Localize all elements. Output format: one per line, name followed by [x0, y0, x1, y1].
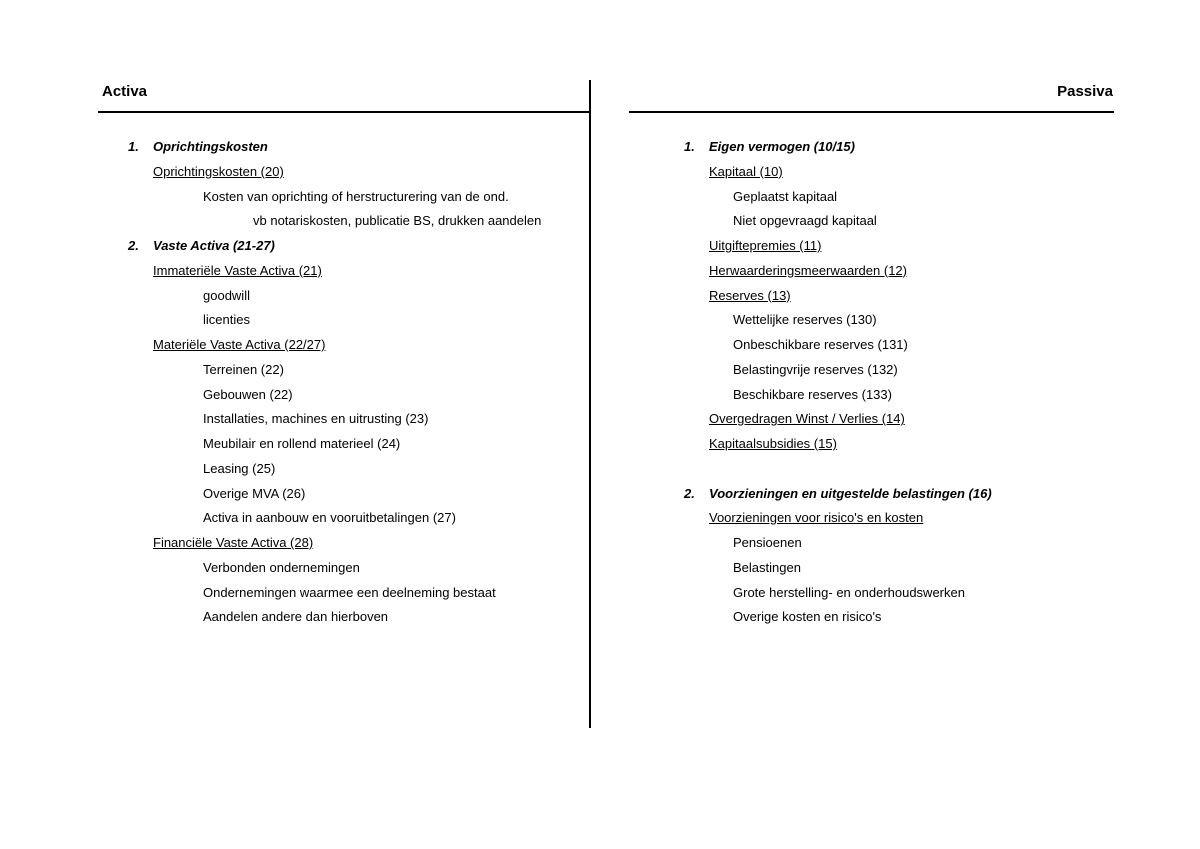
list-item: Grote herstelling- en onderhoudswerken [733, 584, 965, 600]
passiva-section-1 [684, 135, 1114, 160]
list-item: Belastingvrije reserves (132) [733, 361, 898, 377]
group-title: Immateriële Vaste Activa (21) [153, 262, 322, 278]
passiva-group-herwaardering [684, 259, 1114, 284]
list-item: Installaties, machines en uitrusting (23) [203, 411, 429, 427]
list-item: Terreinen (22) [203, 361, 284, 377]
passiva-section-2 [684, 482, 1114, 507]
passiva-column [684, 135, 1114, 630]
activa-column [128, 135, 588, 630]
list-item: goodwill [203, 287, 250, 303]
section-number: 1. [128, 139, 139, 154]
list-item: Gebouwen (22) [203, 386, 293, 402]
list-item: Overige kosten en risico's [733, 609, 882, 625]
activa-header-rule [98, 111, 590, 113]
section-number: 1. [684, 139, 695, 154]
list-item: Verbonden ondernemingen [203, 559, 360, 575]
section-title: Eigen vermogen (10/15) [709, 139, 855, 154]
list-item: Belastingen [733, 559, 801, 575]
list-item: Meubilair en rollend materieel (24) [203, 436, 401, 451]
activa-group-immateriele [128, 259, 588, 284]
spacer [684, 457, 1114, 482]
list-item: Activa in aanbouw en vooruitbetalingen (27) [203, 510, 456, 526]
activa-group-materiele [128, 333, 588, 358]
column-divider [589, 80, 591, 728]
passiva-group-reserves [684, 284, 1114, 309]
activa-group-oprichtingskosten [128, 160, 588, 185]
group-title: Oprichtingskosten (20) [153, 163, 284, 179]
group-title: Kapitaal (10) [709, 163, 783, 179]
activa-heading: Activa [102, 83, 148, 100]
section-title: Voorzieningen en uitgestelde belastingen (16) [709, 485, 992, 501]
passiva-group-kapitaalsubsidies [684, 432, 1114, 457]
group-title: Uitgiftepremies (11) [709, 238, 822, 253]
list-item: Leasing (25) [203, 460, 276, 476]
passiva-group-kapitaal [684, 160, 1114, 185]
passiva-group-uitgiftepremies [684, 234, 1114, 259]
section-number: 2. [128, 238, 139, 253]
list-item: licenties [203, 312, 250, 328]
section-title: Oprichtingskosten [153, 139, 268, 154]
activa-section-1 [128, 135, 588, 160]
list-item: Wettelijke reserves (130) [733, 312, 877, 328]
section-title: Vaste Activa (21-27) [153, 238, 275, 253]
activa-section-2 [128, 234, 588, 259]
list-item: Onbeschikbare reserves (131) [733, 337, 908, 352]
list-item: Pensioenen [733, 535, 802, 550]
activa-group-financiele [128, 531, 588, 556]
section-number: 2. [684, 485, 695, 501]
list-item: Kosten van oprichting of herstructurering van de ond. [203, 188, 509, 204]
passiva-header-rule [629, 111, 1114, 113]
list-item: Beschikbare reserves (133) [733, 386, 892, 402]
group-title: Overgedragen Winst / Verlies (14) [709, 411, 905, 427]
list-item: Aandelen andere dan hierboven [203, 609, 389, 625]
group-title: Financiële Vaste Activa (28) [153, 535, 314, 550]
passiva-group-voorzieningen [684, 506, 1114, 531]
group-title: Materiële Vaste Activa (22/27) [153, 337, 326, 352]
group-title: Voorzieningen voor risico's en kosten [709, 510, 924, 526]
group-title: Kapitaalsubsidies (15) [709, 436, 837, 451]
list-item: Niet opgevraagd kapitaal [733, 213, 877, 229]
group-title: Herwaarderingsmeerwaarden (12) [709, 262, 907, 278]
list-item: Overige MVA (26) [203, 485, 306, 501]
list-item-example: vb notariskosten, publicatie BS, drukken aandelen [253, 213, 542, 229]
passiva-heading: Passiva [1057, 83, 1113, 100]
passiva-group-overgedragen [684, 407, 1114, 432]
list-item: Geplaatst kapitaal [733, 188, 838, 204]
list-item: Ondernemingen waarmee een deelneming bestaat [203, 584, 496, 600]
group-title: Reserves (13) [709, 287, 791, 303]
